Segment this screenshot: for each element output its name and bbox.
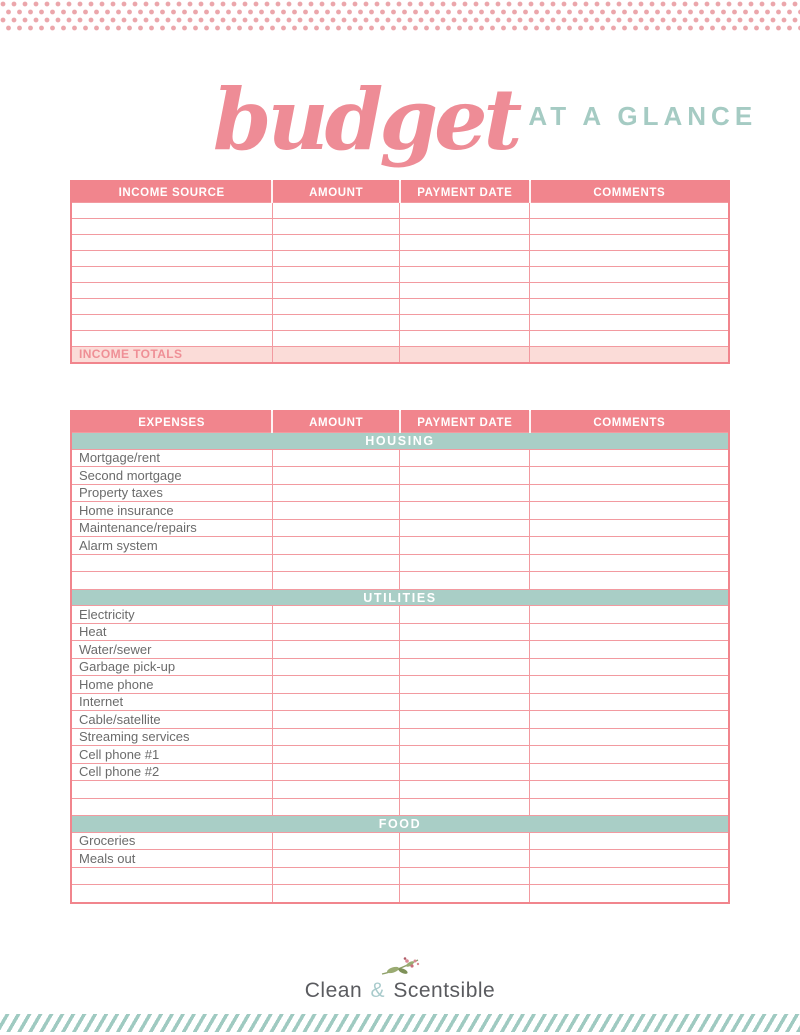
label-cell: Heat [71, 623, 272, 641]
label-cell [71, 283, 272, 299]
blank-cell [530, 203, 729, 219]
label-cell [71, 798, 272, 816]
brand-footer [0, 955, 800, 1003]
label-cell: Property taxes [71, 484, 272, 502]
section-header-food [71, 816, 729, 833]
label-cell [71, 885, 272, 903]
brand-name-scentsible: Scentsible [393, 979, 496, 1002]
label-cell [71, 781, 272, 799]
blank-cell [400, 283, 530, 299]
brand-name-clean: Clean [304, 979, 363, 1002]
blank-cell [272, 711, 400, 729]
blank-cell [530, 251, 729, 267]
blank-cell [272, 641, 400, 659]
expense-empty-row [71, 781, 729, 799]
label-cell: Alarm system [71, 537, 272, 555]
blank-cell [400, 449, 530, 467]
blank-cell [272, 484, 400, 502]
blank-cell [400, 331, 530, 347]
page-title-script: budget [212, 70, 519, 169]
blank-cell [272, 219, 400, 235]
blank-cell [400, 658, 530, 676]
label-cell [71, 251, 272, 267]
blank-cell [400, 798, 530, 816]
expense-empty-row [71, 572, 729, 590]
blank-cell [272, 798, 400, 816]
income-empty-row [71, 315, 729, 331]
blank-cell [400, 484, 530, 502]
expense-empty-row [71, 554, 729, 572]
expense-item-row [71, 519, 729, 537]
blank-cell [272, 467, 400, 485]
label-cell: Streaming services [71, 728, 272, 746]
expense-item-row [71, 746, 729, 764]
expense-item-row [71, 641, 729, 659]
blank-cell [530, 641, 729, 659]
expense-item-row [71, 676, 729, 694]
blank-cell [530, 467, 729, 485]
blank-cell [400, 850, 530, 868]
page-title-caps: AT A GLANCE [528, 101, 758, 131]
diagonal-stripe-border [0, 1014, 800, 1032]
header-row [71, 411, 729, 433]
income-empty-row [71, 203, 729, 219]
blank-cell [530, 658, 729, 676]
blank-cell [400, 676, 530, 694]
label-cell: Home insurance [71, 502, 272, 520]
blank-cell [530, 315, 729, 331]
blank-cell [530, 519, 729, 537]
blank-cell [530, 728, 729, 746]
blank-cell [272, 267, 400, 283]
expense-item-row [71, 467, 729, 485]
expense-empty-row [71, 867, 729, 885]
column-header: PAYMENT DATE [400, 411, 530, 433]
label-cell: Electricity [71, 606, 272, 624]
blank-cell [272, 315, 400, 331]
blank-cell [400, 623, 530, 641]
blank-cell [272, 537, 400, 555]
blank-cell [530, 299, 729, 315]
blank-cell [272, 502, 400, 520]
label-cell [71, 331, 272, 347]
section-header-housing [71, 433, 729, 450]
blank-cell [272, 850, 400, 868]
blank-cell [400, 781, 530, 799]
blank-cell [530, 502, 729, 520]
label-cell [71, 572, 272, 590]
blank-cell [272, 572, 400, 590]
blank-cell [400, 693, 530, 711]
expense-item-row [71, 658, 729, 676]
label-cell [71, 203, 272, 219]
label-cell [71, 315, 272, 331]
blank-cell [272, 658, 400, 676]
expense-empty-row [71, 798, 729, 816]
blank-cell [272, 331, 400, 347]
label-cell: Cable/satellite [71, 711, 272, 729]
blank-cell [272, 606, 400, 624]
income-empty-row [71, 267, 729, 283]
column-header: INCOME SOURCE [71, 181, 272, 203]
blank-cell [400, 763, 530, 781]
expense-item-row [71, 693, 729, 711]
expense-item-row [71, 537, 729, 555]
blank-cell [400, 203, 530, 219]
blank-cell [400, 867, 530, 885]
blank-cell [530, 449, 729, 467]
blank-cell [400, 606, 530, 624]
blank-cell [272, 676, 400, 694]
blank-cell [530, 798, 729, 816]
blank-cell [530, 676, 729, 694]
label-cell: Cell phone #2 [71, 763, 272, 781]
label-cell: Home phone [71, 676, 272, 694]
column-header: EXPENSES [71, 411, 272, 433]
brand-logo-text [0, 979, 800, 1003]
blank-cell [272, 347, 400, 363]
blank-cell [272, 763, 400, 781]
expense-item-row [71, 623, 729, 641]
blank-cell [530, 606, 729, 624]
blank-cell [400, 728, 530, 746]
blank-cell [400, 502, 530, 520]
label-cell: Water/sewer [71, 641, 272, 659]
blank-cell [530, 554, 729, 572]
blank-cell [530, 850, 729, 868]
blank-cell [530, 484, 729, 502]
expense-item-row [71, 449, 729, 467]
blank-cell [530, 711, 729, 729]
blank-cell [272, 251, 400, 267]
page-title [85, 40, 800, 169]
label-cell [71, 219, 272, 235]
blank-cell [272, 885, 400, 903]
blank-cell [530, 781, 729, 799]
expense-item-row [71, 763, 729, 781]
blank-cell [400, 467, 530, 485]
blank-cell [400, 832, 530, 850]
floral-sprig-icon [377, 955, 423, 981]
blank-cell [530, 235, 729, 251]
section-header-label: FOOD [71, 816, 729, 833]
blank-cell [272, 203, 400, 219]
section-header-label: HOUSING [71, 433, 729, 450]
label-cell: Mortgage/rent [71, 449, 272, 467]
blank-cell [400, 641, 530, 659]
blank-cell [530, 693, 729, 711]
blank-cell [272, 299, 400, 315]
blank-cell [530, 623, 729, 641]
blank-cell [272, 832, 400, 850]
blank-cell [530, 537, 729, 555]
blank-cell [400, 746, 530, 764]
label-cell [71, 867, 272, 885]
expense-item-row [71, 606, 729, 624]
income-empty-row [71, 219, 729, 235]
label-cell [71, 554, 272, 572]
expense-item-row [71, 502, 729, 520]
blank-cell [530, 885, 729, 903]
column-header: AMOUNT [272, 411, 400, 433]
expense-item-row [71, 832, 729, 850]
section-header-utilities [71, 589, 729, 606]
label-cell: Cell phone #1 [71, 746, 272, 764]
income-table [70, 180, 730, 364]
label-cell: Meals out [71, 850, 272, 868]
income-empty-row [71, 235, 729, 251]
blank-cell [272, 519, 400, 537]
blank-cell [400, 219, 530, 235]
blank-cell [400, 885, 530, 903]
blank-cell [400, 554, 530, 572]
label-cell: Groceries [71, 832, 272, 850]
section-header-label: UTILITIES [71, 589, 729, 606]
blank-cell [400, 537, 530, 555]
expense-item-row [71, 711, 729, 729]
polka-dot-border [0, 0, 800, 32]
blank-cell [530, 347, 729, 363]
column-header: COMMENTS [530, 181, 729, 203]
blank-cell [530, 572, 729, 590]
brand-ampersand: & [370, 979, 385, 1002]
blank-cell [530, 867, 729, 885]
blank-cell [400, 267, 530, 283]
blank-cell [272, 449, 400, 467]
column-header: AMOUNT [272, 181, 400, 203]
blank-cell [272, 867, 400, 885]
blank-cell [272, 235, 400, 251]
blank-cell [272, 283, 400, 299]
income-totals-row [71, 347, 729, 363]
blank-cell [272, 554, 400, 572]
label-cell [71, 235, 272, 251]
blank-cell [272, 693, 400, 711]
expenses-table [70, 410, 730, 904]
blank-cell [400, 299, 530, 315]
label-cell: INCOME TOTALS [71, 347, 272, 363]
blank-cell [530, 283, 729, 299]
label-cell: Garbage pick-up [71, 658, 272, 676]
blank-cell [272, 781, 400, 799]
blank-cell [400, 572, 530, 590]
income-empty-row [71, 283, 729, 299]
label-cell [71, 267, 272, 283]
expense-item-row [71, 850, 729, 868]
expense-item-row [71, 484, 729, 502]
blank-cell [530, 219, 729, 235]
blank-cell [272, 728, 400, 746]
income-empty-row [71, 251, 729, 267]
blank-cell [272, 746, 400, 764]
blank-cell [400, 315, 530, 331]
blank-cell [400, 711, 530, 729]
label-cell: Maintenance/repairs [71, 519, 272, 537]
blank-cell [400, 251, 530, 267]
blank-cell [530, 832, 729, 850]
blank-cell [272, 623, 400, 641]
label-cell: Second mortgage [71, 467, 272, 485]
expense-empty-row [71, 885, 729, 903]
income-empty-row [71, 299, 729, 315]
column-header: COMMENTS [530, 411, 729, 433]
income-empty-row [71, 331, 729, 347]
blank-cell [530, 331, 729, 347]
column-header: PAYMENT DATE [400, 181, 530, 203]
blank-cell [530, 763, 729, 781]
blank-cell [400, 519, 530, 537]
expense-item-row [71, 728, 729, 746]
label-cell [71, 299, 272, 315]
blank-cell [400, 235, 530, 251]
blank-cell [530, 746, 729, 764]
label-cell: Internet [71, 693, 272, 711]
blank-cell [400, 347, 530, 363]
header-row [71, 181, 729, 203]
blank-cell [530, 267, 729, 283]
